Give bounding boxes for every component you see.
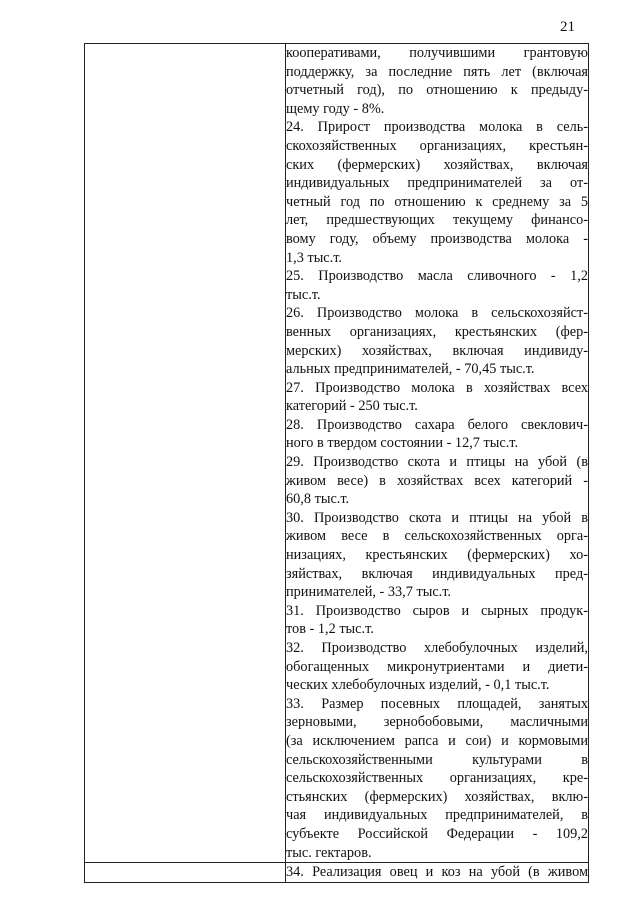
text-line: мерских) хозяйствах, включая индивиду- (286, 342, 588, 359)
text-line: сельскохозяйственными культурами в (286, 751, 588, 768)
text-line: чая индивидуальных предпринимателей, в (286, 807, 588, 824)
text-line: зяйствах, включая индивидуальных пред- (286, 565, 588, 582)
indicator-item (286, 453, 588, 509)
text-line: принимателей, - 33,7 тыс.т. (286, 584, 452, 601)
text-line: 33. Размер посевных площадей, занятых (286, 695, 588, 712)
indicator-item (286, 602, 588, 639)
table-row (85, 44, 589, 863)
text-line: зерновыми, зернобобовыми, масличными (286, 714, 588, 731)
right-cell (286, 44, 589, 863)
text-line: 24. Прирост производства молока в сель- (286, 119, 588, 136)
text-line: 28. Производство сахара белого свеклович- (286, 416, 588, 433)
left-cell (85, 44, 286, 863)
indicator-item (286, 304, 588, 378)
text-line: категорий - 250 тыс.т. (286, 398, 418, 415)
page-number: 21 (560, 19, 575, 35)
table-row (85, 863, 589, 883)
text-line: 29. Производство скота и птицы на убой (в (286, 454, 588, 471)
text-line: тыс.т. (286, 286, 321, 303)
text-line: ских (фермерских) хозяйствах, включая (286, 156, 588, 173)
text-line: ного в твердом состоянии - 12,7 тыс.т. (286, 435, 519, 452)
text-line: 25. Производство масла сливочного - 1,2 (286, 268, 588, 285)
indicator-item (286, 379, 588, 416)
text-line: щему году - 8%. (286, 100, 385, 117)
text-line: 30. Производство скота и птицы на убой в (286, 509, 588, 526)
text-line: живом весе) в хозяйствах всех категорий - (286, 472, 588, 489)
indicator-list (286, 44, 588, 862)
text-line: живом весе в сельскохозяйственных орга- (286, 528, 588, 545)
text-line: сельскохозяйственных организациях, кре- (286, 770, 588, 787)
text-line: ческих хлебобулочных изделий, - 0,1 тыс.т. (286, 677, 550, 694)
text-line: поддержку, за последние пять лет (включая (286, 63, 588, 80)
content-table (84, 43, 589, 883)
text-line: альных предпринимателей, - 70,45 тыс.т. (286, 361, 535, 378)
text-line: низациях, крестьянских (фермерских) хо- (286, 547, 588, 564)
text-line: лет, предшествующих текущему финансо- (286, 212, 588, 229)
text-line: 60,8 тыс.т. (286, 491, 350, 508)
indicator-item (286, 267, 588, 304)
text-line: 31. Производство сыров и сырных продук- (286, 602, 588, 619)
text-line: скохозяйственных организациях, крестьян- (286, 137, 588, 154)
indicator-item (286, 639, 588, 695)
text-line: 1,3 тыс.т. (286, 249, 342, 266)
left-cell (85, 863, 286, 883)
text-line: четный год по отношению к среднему за 5 (286, 193, 588, 210)
text-line: вому году, объему производства молока - (286, 230, 588, 247)
indicator-item (286, 44, 588, 118)
text-line: (за исключением рапса и сои) и кормовыми (286, 732, 588, 749)
text-line: обогащенных микронутриентами и диети- (286, 658, 588, 675)
text-line: 32. Производство хлебобулочных изделий, (286, 640, 588, 656)
indicator-item (286, 695, 588, 862)
text-line: тыс. гектаров. (286, 844, 372, 861)
indicator-item (286, 118, 588, 267)
text-line: 34. Реализация овец и коз на убой (в живом (286, 864, 588, 881)
text-line: отчетный год), по отношению к предыду- (286, 82, 588, 99)
text-line: субъекте Российской Федерации - 109,2 (286, 825, 588, 842)
right-cell (286, 863, 589, 883)
indicator-item (286, 416, 588, 453)
text-line: кооперативами, получившими грантовую (286, 45, 588, 61)
text-line: индивидуальных предпринимателей за от- (286, 175, 588, 192)
indicator-item (286, 509, 588, 602)
text-line: венных организациях, крестьянских (фер- (286, 323, 588, 340)
text-line: стьянских (фермерских) хозяйствах, вклю- (286, 788, 588, 805)
indicator-item (286, 863, 588, 882)
text-line: 27. Производство молока в хозяйствах всех (286, 379, 588, 396)
text-line: 26. Производство молока в сельскохозяйст- (286, 305, 588, 322)
text-line: тов - 1,2 тыс.т. (286, 621, 374, 638)
